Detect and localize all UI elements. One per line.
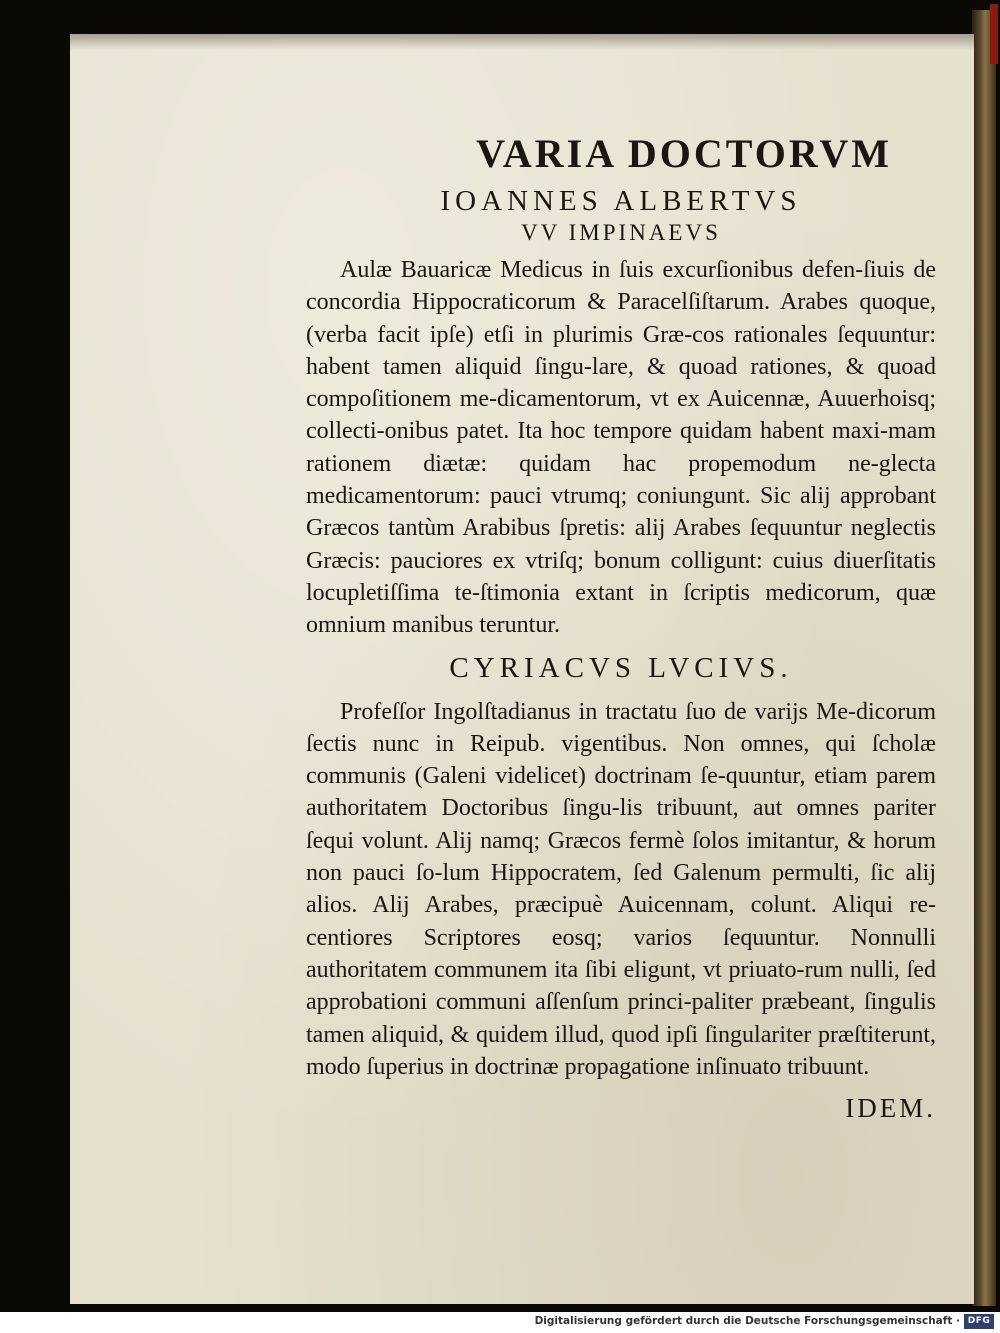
dfg-logo: DFG [964,1314,994,1329]
paragraph-lucius: Profeſſor Ingolſtadianus in tractatu ſuo de varijs Me-dicorum ſectis nunc in Reipub. vigentibus. Non omnes, qui ſcholæ communis (Galeni videlicet) doctrinam ſe-quuntur, etiam parem authoritatem Doctoribus ſingu-lis tribuunt, aut omnes pariter ſequi volunt. Alij namq; Græcos fermè ſolos imitantur, & horum non pauci ſo-lum Hippocratem, ſed Galenum permulti, ſic alij alios. Alij Arabes, præcipuè Auicennam, colunt. Aliqui re-centiores Scriptores eosq; varios ſequuntur. Nonnulli authoritatem communem ita ſibi eligunt, vt priuato-rum nulli, ſed approbationi communi aſſenſum princi-paliter præbeant, ſingulis tamen aliquid, & quidem illud, quod ipſi ſingulariter præſtiterunt, modo ſuperius in doctrinæ propagatione inſinuato tribuunt. [306,698,936,1080]
digitization-footer [0,1312,1000,1333]
page-top-shadow [70,34,974,50]
funding-notice: Digitalisierung gefördert durch die Deutsche Forschungsgemeinschaft · [534,1315,960,1327]
author-surname-wimpinaeus: VV IMPINAEVS [521,220,721,245]
page-text-block [306,130,936,1125]
author-name-lucius: CYRIACVS LVCIVS. [449,651,793,684]
book-page [70,34,974,1304]
book-edge-marker [990,4,998,64]
book-page-edge [972,10,996,1306]
author-name-albertus: IOANNES ALBERTVS [440,185,802,217]
page-heading: VARIA DOCTORVM [476,131,892,176]
signature-idem: IDEM. [845,1093,936,1124]
paragraph-albertus: Aulæ Bauaricæ Medicus in ſuis excurſionibus defen-ſiuis de concordia Hippocraticorum & Paracelſiſtarum. Arabes quoque, (verba facit ipſe) etſi in plurimis Græ-cos rationales ſequuntur: habent tamen aliquid ſingu-lare, & quoad rationes, & quoad compoſitionem me-dicamentorum, vt ex Auicennæ, Auuerhoisq; collecti-onibus patet. Ita hoc tempore quidam habent maxi-mam rationem diætæ: quidam hac propemodum ne-glecta medicamentorum: pauci vtrumq; coniungunt. Sic alij approbant Græcos tantùm Arabibus ſpretis: alij Arabes ſequuntur neglectis Græcis: pauciores ex vtriſq; bonum colligunt: cuius diuerſitatis locupletiſſima te-ſtimonia extant in ſcriptis medicorum, quæ omnium manibus teruntur. [306,257,936,639]
